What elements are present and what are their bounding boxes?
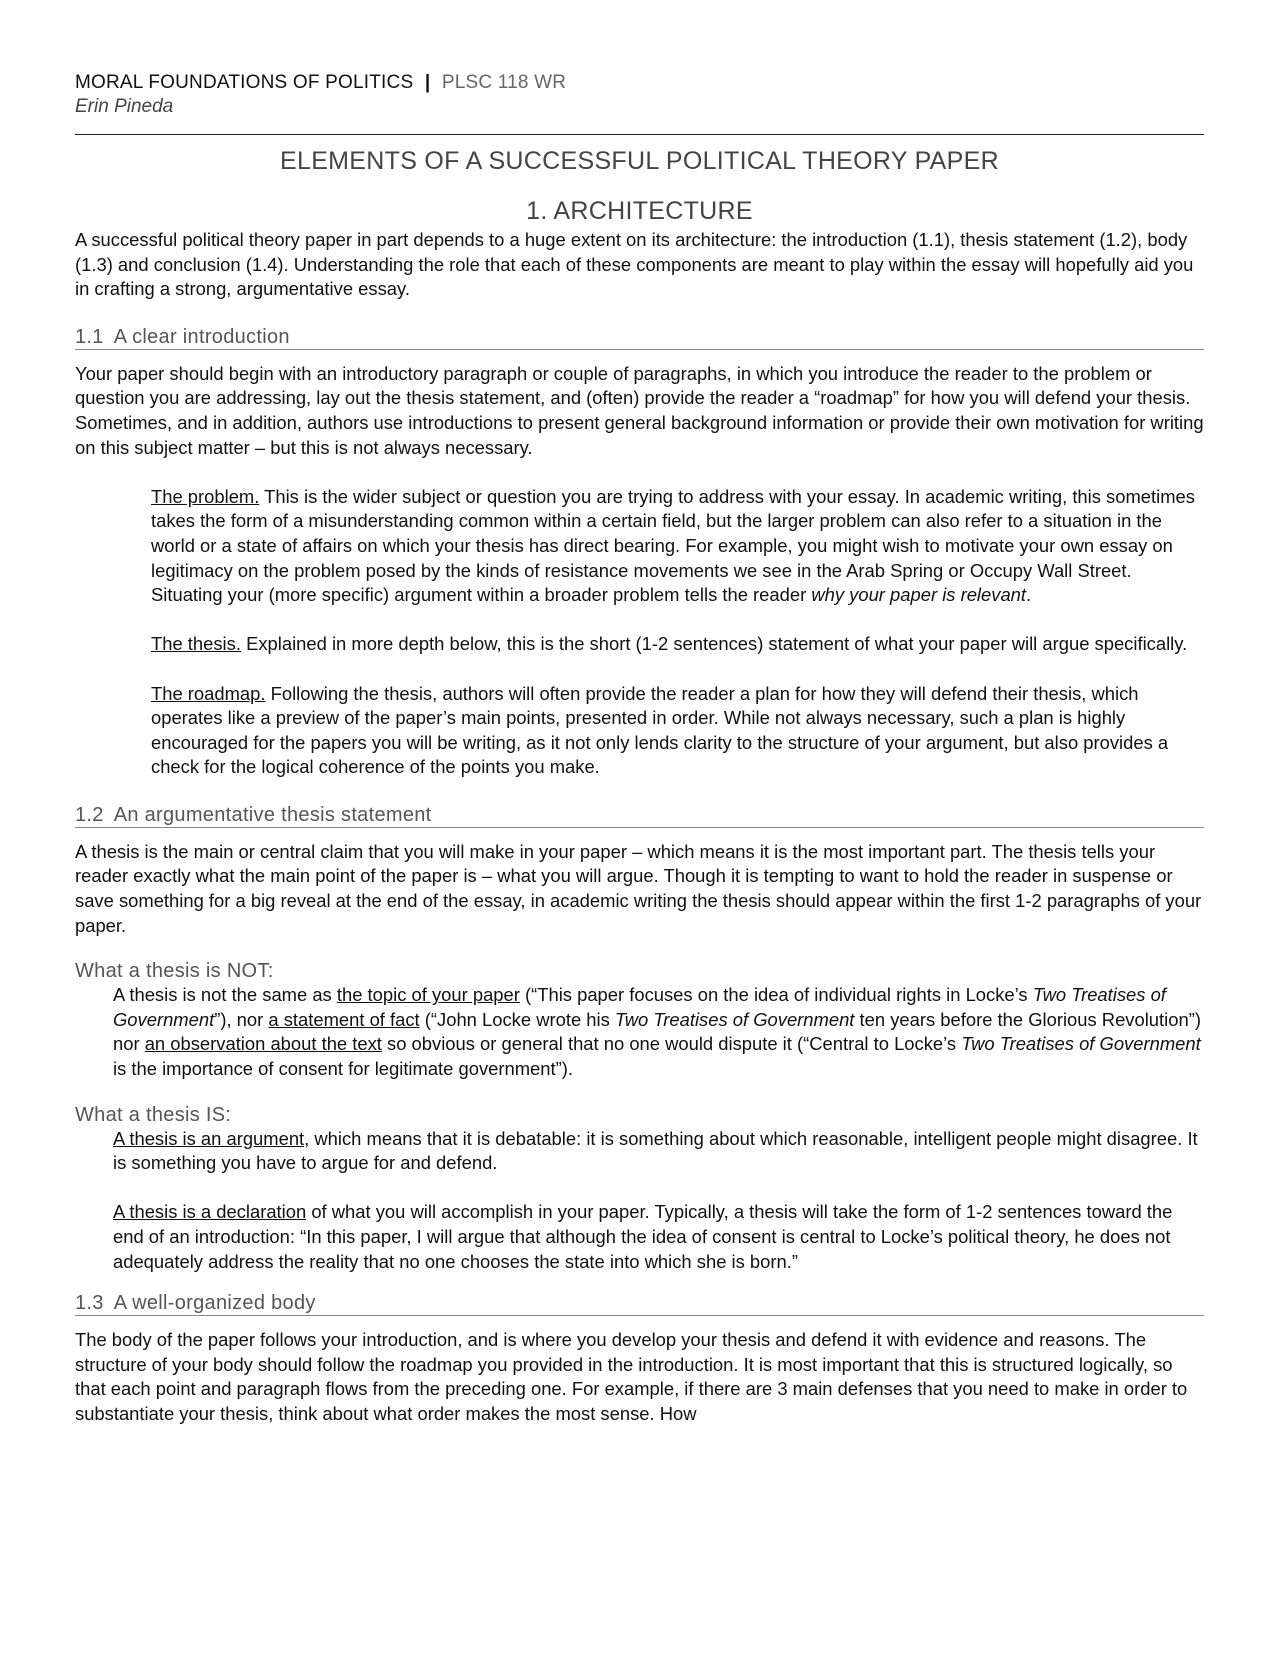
- thesis-is-heading: What a thesis IS:: [75, 1103, 232, 1126]
- text-run: is the importance of consent for legitimate government”).: [113, 1058, 573, 1080]
- subsection-number: 1.1: [75, 325, 104, 348]
- problem-emphasis: why your paper is relevant: [811, 584, 1027, 606]
- book-title: Two Treatises of Government: [113, 984, 1166, 1030]
- thesis-label: The thesis.: [151, 633, 241, 655]
- header-separator: |: [424, 72, 431, 93]
- body-paragraph: The body of the paper follows your introduction, and is where you develop your thesis and defend it with evidence and reasons. The structure of your body should follow the roadmap you provided in the introduction. It is most important that this is structured logically, so that each point and paragraph flows from the preceding one. For example, if there are 3 main defenses that you need to make in order to substantiate your thesis, think about what order makes the most sense. How: [75, 1329, 1188, 1424]
- underlined-term: A thesis is an argument: [113, 1127, 305, 1149]
- subsection-title: A well-organized body: [113, 1292, 316, 1315]
- course-code: PLSC 118 WR: [441, 72, 567, 93]
- subsection-heading-body: [75, 1292, 1204, 1316]
- introduction-paragraph: Your paper should begin with an introductory paragraph or couple of paragraphs, in which you introduce the reader to the problem or question you are addressing, lay out the thesis statement, and (often) provide the reader a “roadmap” for how you will defend your thesis. Sometimes, and in addition, authors use introductions to present general background information or provide their own motivation for writing on this subject matter – but this is not always necessary.: [75, 362, 1204, 458]
- roadmap-paragraph: [151, 682, 1204, 780]
- course-header: [75, 72, 1204, 94]
- section-title-architecture: 1. ARCHITECTURE: [526, 197, 753, 225]
- underlined-term: A thesis is a declaration: [113, 1201, 307, 1223]
- book-title: Two Treatises of Government: [961, 1033, 1201, 1055]
- text-run: (“This paper focuses on the idea of individual rights in Locke’s: [519, 984, 1033, 1006]
- header-rule: [75, 134, 1204, 135]
- subsection-heading-thesis: [75, 804, 1204, 828]
- roadmap-text: Following the thesis, authors will often provide the reader a plan for how they will defend their thesis, which operates like a preview of the paper’s main points, presented in order. While not always necessary, such a plan is highly encouraged for the papers you will be writing, as it not only lends clarity to the structure of your argument, but also provides a check for the logical coherence of the points you make.: [151, 682, 1169, 778]
- subsection-title: A clear introduction: [113, 325, 290, 348]
- thesis-not-heading: What a thesis is NOT:: [75, 960, 274, 983]
- thesis-paragraph: [151, 632, 1204, 657]
- thesis-not-paragraph: [113, 983, 1204, 1081]
- problem-end: .: [1026, 584, 1032, 606]
- text-run: , which means that it is debatable: it is something about which reasonable, intelligent people might disagree. It is something you have to argue for and defend.: [113, 1127, 1198, 1174]
- thesis-declaration-paragraph: [113, 1200, 1204, 1274]
- document-title: ELEMENTS OF A SUCCESSFUL POLITICAL THEORY PAPER: [280, 147, 999, 175]
- text-run: A thesis is not the same as: [113, 984, 337, 1006]
- thesis-text: Explained in more depth below, this is the short (1-2 sentences) statement of what your paper will argue specifically.: [240, 633, 1188, 655]
- problem-label: The problem.: [151, 485, 260, 507]
- thesis-argument-paragraph: [113, 1127, 1204, 1176]
- course-name: MORAL FOUNDATIONS OF POLITICS: [75, 72, 414, 93]
- text-run: of what you will accomplish in your paper. Typically, a thesis will take the form of 1-2 sentences toward the end of an introduction: “In this paper, I will argue that although the idea of consent is central to Locke’s political theory, he does not adequately address the reality that no one chooses the state into which she is born.”: [113, 1201, 1173, 1272]
- subsection-number: 1.3: [75, 1292, 104, 1315]
- architecture-intro-paragraph: A successful political theory paper in part depends to a huge extent on its architecture: the introduction (1.1), thesis statement (1.2), body (1.3) and conclusion (1.4). Understanding the role that each of these components are meant to play within the essay will hopefully aid you in crafting a strong, argumentative essay.: [75, 229, 1194, 300]
- problem-text: This is the wider subject or question you are trying to address with your essay. In academic writing, this sometimes takes the form of a misunderstanding common within a certain field, but the larger problem can also refer to a situation in the world or a state of affairs on which your thesis has direct bearing. For example, you might wish to motivate your own essay on legitimacy on the problem posed by the kinds of resistance movements we see in the Arab Spring or Occupy Wall Street. Situating your (more specific) argument within a broader problem tells the reader: [151, 485, 1195, 606]
- text-run: so obvious or general that no one would dispute it (“Central to Locke’s: [381, 1033, 962, 1055]
- roadmap-label: The roadmap.: [151, 682, 266, 704]
- text-run: ten years before the Glorious Revolution”) nor: [113, 1008, 1201, 1055]
- problem-paragraph: [151, 485, 1204, 608]
- document-page: [75, 72, 1204, 1427]
- underlined-term: a statement of fact: [268, 1008, 420, 1030]
- subsection-number: 1.2: [75, 803, 104, 826]
- underlined-term: an observation about the text: [144, 1033, 382, 1055]
- text-run: (“John Locke wrote his: [419, 1008, 615, 1030]
- thesis-statement-paragraph: A thesis is the main or central claim that you will make in your paper – which means it is the most important part. The thesis tells your reader exactly what the main point of the paper is – what you will argue. Though it is tempting to want to hold the reader in suspense or save something for a big reveal at the end of the essay, in academic writing the thesis should appear within the first 1-2 paragraphs of your paper.: [75, 840, 1202, 936]
- author-name: Erin Pineda: [75, 96, 174, 117]
- book-title: Two Treatises of Government: [614, 1008, 855, 1030]
- underlined-term: the topic of your paper: [336, 984, 520, 1006]
- subsection-title: An argumentative thesis statement: [113, 803, 432, 826]
- subsection-heading-introduction: [75, 326, 1204, 350]
- text-run: ”), nor: [214, 1008, 269, 1030]
